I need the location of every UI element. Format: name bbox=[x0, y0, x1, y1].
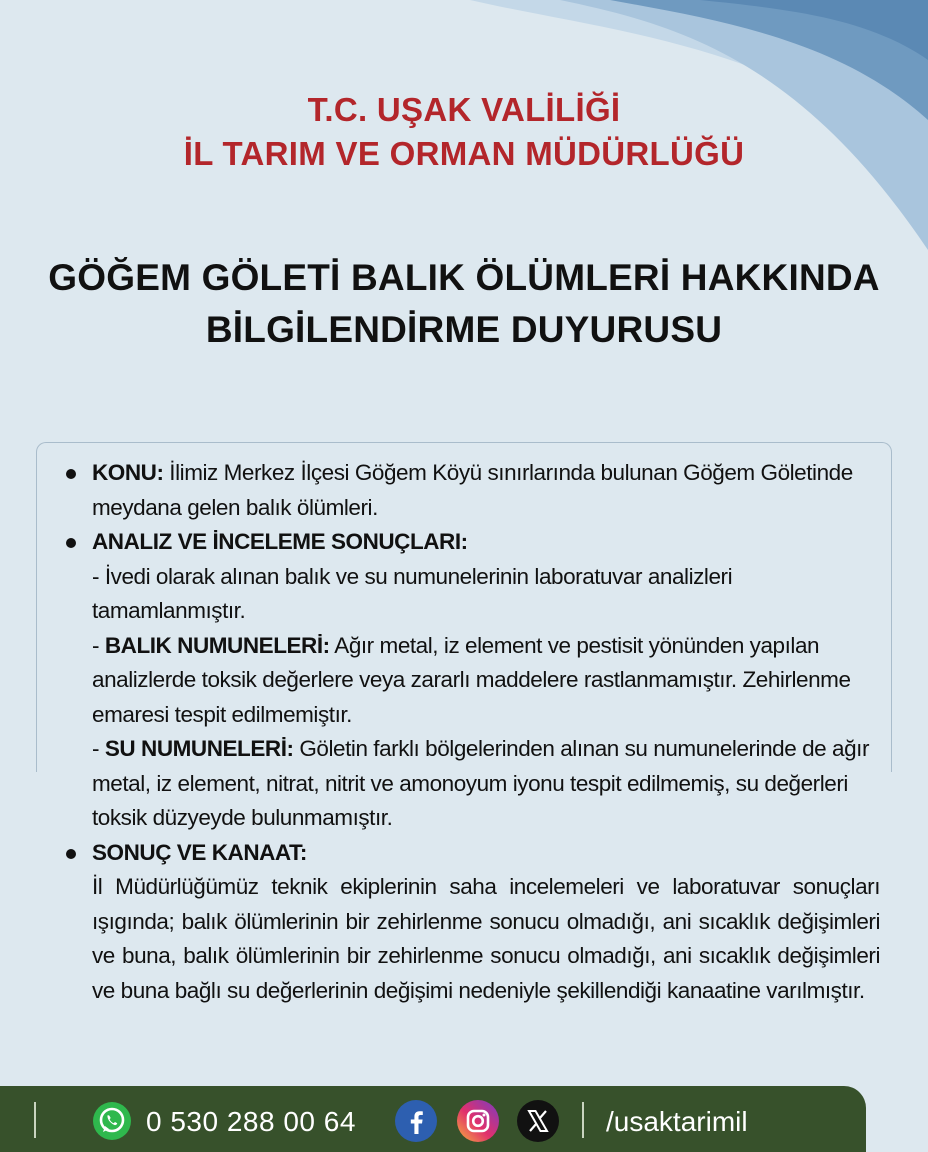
announcement-body bbox=[60, 456, 880, 1008]
balik-label: BALIK NUMUNELERİ: bbox=[104, 632, 330, 658]
header-line-1: T.C. UŞAK VALİLİĞİ bbox=[307, 91, 621, 128]
bullet-icon bbox=[66, 469, 76, 479]
bullet-icon bbox=[66, 538, 76, 548]
announcement-title bbox=[0, 252, 928, 356]
su-text: Göletin farklı bölgelerinden alınan su numunelerinde de ağır metal, iz element, nitrat, nitrit ve amonoyum iyonu tespit edilmemiş, su değerleri toksik düzyeyde bulunmamıştır. bbox=[92, 736, 869, 830]
footer-divider bbox=[582, 1102, 584, 1138]
analiz-label: ANALIZ VE İNCELEME SONUÇLARI: bbox=[92, 529, 468, 554]
whatsapp-icon[interactable] bbox=[92, 1101, 132, 1141]
title-line-1: GÖĞEM GÖLETİ BALIK ÖLÜMLERİ HAKKINDA bbox=[48, 257, 880, 298]
konu-text: İlimiz Merkez İlçesi Göğem Köyü sınırlarında bulunan Göğem Göletinde meydana gelen balık ölümleri. bbox=[92, 460, 853, 520]
header-line-2: İL TARIM VE ORMAN MÜDÜRLÜĞÜ bbox=[183, 135, 745, 172]
su-prefix: - bbox=[92, 736, 105, 761]
social-handle[interactable]: /usaktarimil bbox=[606, 1106, 748, 1137]
institution-header bbox=[0, 88, 928, 176]
balik-prefix: - bbox=[92, 632, 105, 658]
instagram-icon[interactable] bbox=[456, 1099, 500, 1143]
title-line-2: BİLGİLENDİRME DUYURUSU bbox=[205, 309, 723, 350]
section-sonuc bbox=[60, 836, 880, 871]
balik-text: Ağır metal, iz element ve pestisit yönünden yapılan analizlerde toksik değerlere veya zararlı maddelere rastlanmamıştır. Zehirlenme emaresi tespit edilmemiştır. bbox=[92, 632, 851, 727]
analiz-line-1: - İvedi olarak alınan balık ve su numunelerinin laboratuvar analizleri tamamlanmıştır. bbox=[92, 563, 733, 623]
sonuc-label: SONUÇ VE KANAAT: bbox=[92, 839, 307, 865]
su-numuneleri bbox=[60, 732, 880, 836]
facebook-icon[interactable] bbox=[394, 1099, 438, 1143]
bullet-icon bbox=[66, 849, 76, 859]
konu-label: KONU: bbox=[92, 460, 164, 485]
su-label: SU NUMUNELERİ: bbox=[104, 736, 294, 761]
section-analiz bbox=[60, 525, 880, 560]
balik-numuneleri bbox=[60, 629, 880, 733]
sonuc-text: İl Müdürlüğümüz teknik ekiplerinin saha incelemeleri ve laboratuvar sonuçları ışıgında; balık ölümlerinin bir zehirlenme sonucu olmadığı, ani sıcaklık değişimleri ve buna, balık ölümlerinin bir zehirlenme sonucu olmadığı, ani sıcaklık değişimleri ve buna bağlı su değerlerinin değişimi nedeniyle şekillendiği kanaatine varılmıştır. bbox=[92, 874, 880, 1003]
section-konu bbox=[60, 456, 880, 525]
phone-number[interactable]: 0 530 288 00 64 bbox=[146, 1106, 356, 1137]
x-icon[interactable] bbox=[516, 1099, 560, 1143]
footer-divider bbox=[34, 1102, 36, 1138]
